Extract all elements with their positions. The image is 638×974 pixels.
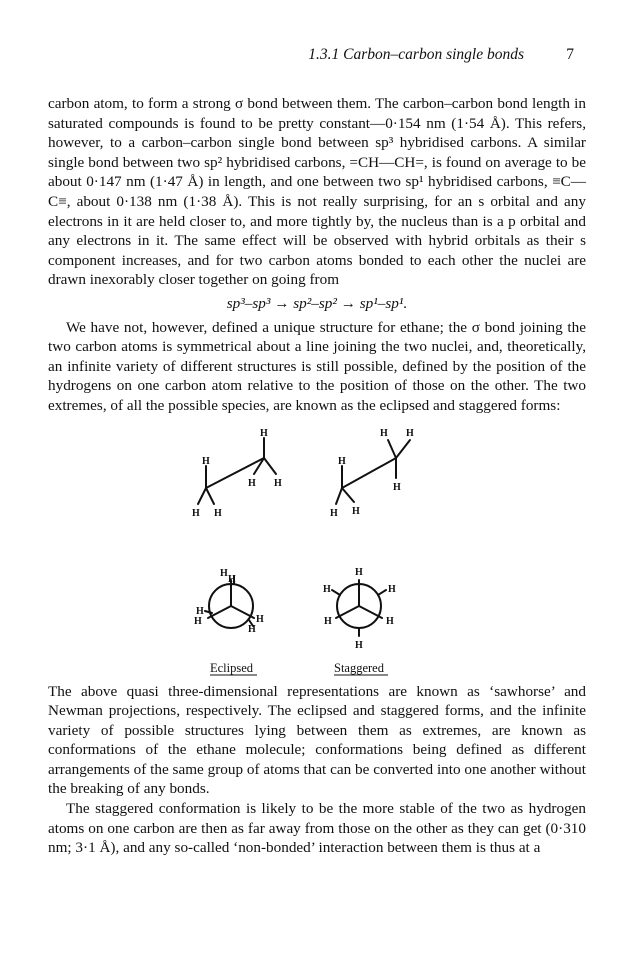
h-label: H [194,615,202,627]
conformations-diagram [48,420,586,682]
ch-bond [388,440,396,458]
sawhorse-staggered [336,440,410,504]
h-label: H [202,455,210,467]
paragraph-2: We have not, however, defined a unique structure for ethane; the σ bond joining the two carbon atoms is symmetrical about a line joining the two nuclei, and, theoretically, an infinite variety of different structures is still possible, defined by the position of the hydrogens on one carbon atom relative to the position of those on the other. The two extremes, of all the possible species, are known as the eclipsed and staggered forms: [48,318,586,414]
h-label: H [338,455,346,467]
running-head: 1.3.1 Carbon–carbon single bonds [308,46,524,63]
h-label: H [248,623,256,635]
h-label: H [192,507,200,519]
ch-bond [206,488,214,504]
ch-bond [396,440,410,458]
ch-bond [198,488,206,504]
page-header [0,46,638,66]
h-label: H [406,427,414,439]
ch-bond [342,488,354,502]
h-label: H [324,615,332,627]
rear-bond [332,590,340,595]
ch-bond [264,458,276,474]
rear-bond [378,590,386,595]
paragraph-3: The above quasi three-dimensional representations are known as ‘sawhorse’ and Newman projections, respectively. The eclipsed and staggered forms, and the infinite variety of possible structures lying between them as extremes, are known as conformations of the ethane molecule; conformations being defined as different arrangements of the same group of atoms that can be converted into one another without the breaking of any bonds. [48,682,586,798]
rear-bond [205,611,212,613]
h-label: H [256,613,264,625]
h-label: H [380,427,388,439]
front-bond [359,606,382,618]
h-label: H [352,505,360,517]
h-label: H [388,583,396,595]
front-bond [336,606,359,618]
h-label: H [196,605,204,617]
ch-bond [336,488,342,504]
h-label: H [355,639,363,651]
h-label: H [323,583,331,595]
hybridisation-equation: sp³–sp³ → sp²–sp² → sp¹–sp¹. [226,294,408,312]
sawhorse-eclipsed [198,438,276,504]
caption-eclipsed: Eclipsed [210,660,254,675]
cc-bond [342,458,396,488]
paragraph-1: carbon atom, to form a strong σ bond between them. The carbon–carbon bond length in saturated compounds is found to be pretty constant—0·154 nm (1·54 Å). This refers, however, to a carbon–carbon single bond between sp³ hybridised carbons. A similar single bond between two sp² hybridised carbons, =CH—CH=, is found on average to be about 0·147 nm (1·47 Å) in length, and one between two sp¹ hybridised carbons, ≡C—C≡, about 0·138 nm (1·38 Å). This is not really surprising, for an s orbital and any electrons in it are held closer to, and more tightly by, the nucleus than is a p orbital and any electrons in it. The same effect will be observed with hybrid orbitals as their s component increases, and for two carbon atoms bonded to each other the nuclei are drawn inexorably closer together on going from [48,95,586,289]
h-label: H [330,507,338,519]
h-label: H [214,507,222,519]
h-label: H [228,573,236,585]
h-label: H [248,477,256,489]
caption-staggered: Staggered [334,660,384,675]
h-label: H [386,615,394,627]
h-label: H [355,566,363,578]
page-body [48,94,586,858]
h-label: H [220,567,228,579]
ethane-conformations-figure [48,420,586,682]
paragraph-4: The staggered conformation is likely to be the more stable of the two as hydrogen atoms on one carbon are then as far away from those on the other as they can get (0·310 nm; 3·1 Å), and any so-called ‘non-bonded’ interaction between them is thus at a [48,800,586,857]
page-number: 7 [566,46,574,63]
front-bond [231,606,254,618]
h-label: H [260,427,268,439]
h-label: H [274,477,282,489]
h-label: H [393,481,401,493]
newman-staggered [332,580,386,636]
